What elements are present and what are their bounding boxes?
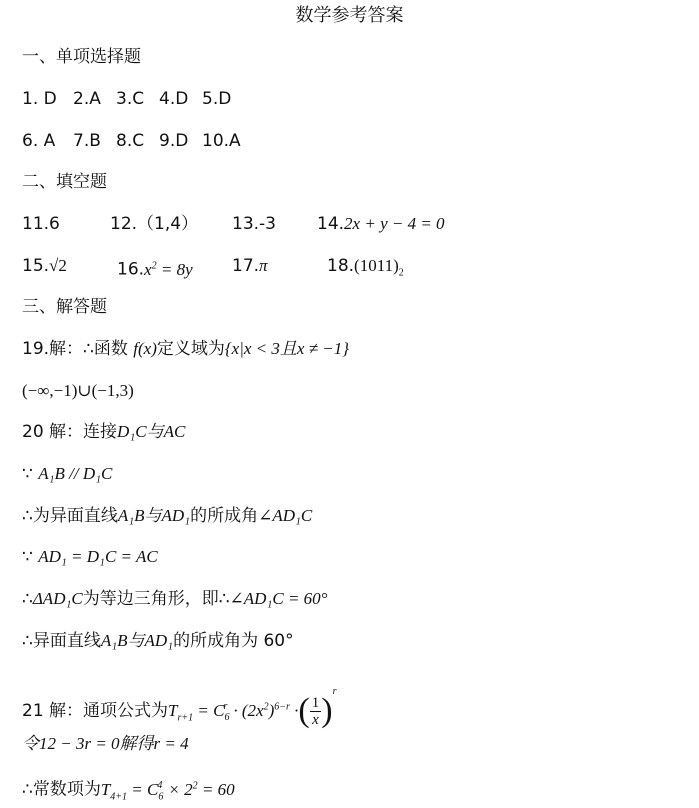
answer-item: $18.(1011)_2$ [327, 256, 404, 279]
answer-item: 2.A [73, 89, 101, 109]
q21-line-2: 令12 − 3r = 0解得r = 4 [22, 734, 189, 753]
answer-item: 8.C [116, 131, 145, 151]
q20-line-2: ∵ A₁B // D₁C [22, 464, 113, 484]
answer-item: 15.√2 [22, 256, 67, 276]
answer-item: 10.A [202, 131, 241, 151]
q20-line-1: 20 解：连接D₁C与AC [22, 422, 186, 442]
answer-item: 14.2x + y − 4 = 0 [317, 214, 445, 234]
q19-answer: (−∞,−1)∪(−1,3) [22, 381, 134, 400]
answer-item: 9.D [159, 131, 189, 151]
answer-item: 13.-3 [232, 214, 276, 234]
q20-line-4: ∵ AD₁ = D₁C = AC [22, 547, 158, 567]
answer-item: 7.B [73, 131, 101, 151]
general-term-formula: $T_{r+1} = C_6^r \cdot (2x^2)^{6-r}$ · [168, 701, 299, 724]
section-heading-fill-in: 二、填空题 [22, 172, 107, 192]
q20-line-3: ∴为异面直线A₁B与AD₁的所成角∠AD₁C [22, 506, 313, 526]
q21-line-1: 21 解：通项公式为$T_{r+1} = C_6^r \cdot (2x^2)^{6-r}$ ·( $\frac{1}{x}$ )$^r$ [22, 686, 337, 729]
answer-item: 12.（1,4） [110, 214, 199, 234]
q19-line-1: 19.解：∴函数 f(x)定义域为{x|x < 3且x ≠ −1} [22, 339, 350, 359]
page-title: 数学参考答案 [295, 5, 404, 26]
answer-item: 17.π [232, 256, 268, 276]
q21-line-3: ∴常数项为$T_{4+1} = C_6^4 \times 2^2 = 60$ [22, 779, 235, 803]
section-heading-multiple-choice: 一、单项选择题 [22, 47, 141, 67]
answer-item: 4.D [159, 89, 189, 109]
q20-line-6: ∴异面直线A₁B与AD₁的所成角为 60° [22, 631, 294, 651]
answer-item: 6. A [22, 131, 56, 151]
answer-item: 3.C [116, 89, 145, 109]
answer-item: 5.D [202, 89, 232, 109]
answer-item: 11.6 [22, 214, 60, 234]
answer-item: $16.x^2 = 8y$ [117, 259, 193, 280]
answer-item: 1. D [22, 89, 57, 109]
q20-line-5: ∴ΔAD₁C为等边三角形，即∴∠AD₁C = 60° [22, 589, 328, 609]
section-heading-solutions: 三、解答题 [22, 297, 107, 317]
